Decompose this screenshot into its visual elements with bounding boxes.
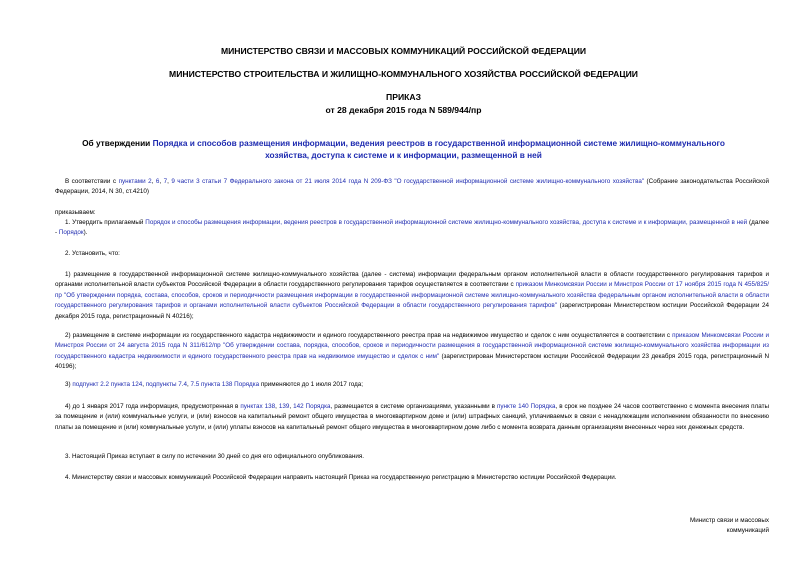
point-139-link[interactable]: 139 <box>278 403 290 410</box>
law-link-p2[interactable]: пунктами 2 <box>118 178 152 185</box>
separator: , <box>275 403 279 410</box>
order-455-link[interactable]: приказом Минкомсвязи России и Минстроя России от 17 ноября 2015 года N 455/825/пр "Об утверждении порядка, состава, способов, сроков и периодичности размещения информации в государственной информационной системе жилищно-коммунального хозяйства федеральным органом исполнительной власти в области государственного регулирования тарифов и органами исполнительной власти субъектов Российской Федерации в области государственного регулирования тарифов" <box>55 281 769 310</box>
subitem-4-text: , в срок не позднее 24 часов соответственно с момента внесения платы за помещение и (или) коммунальные услуги, и (или) взносов на капитальный ремонт общего имущества в многоквартирном доме и (или) штрафных санкций, уплачиваемых в связи с ненадлежащим исполнением обязанности по внесению платы за помещение и (или) коммунальные услуги, и (или) уплаты взносов на капитальный ремонт общего имущества в многоквартирном доме либо с момента возврата данным организациям внесенных через них денежных средств. <box>55 403 770 431</box>
ministry-title-2: МИНИСТЕРСТВО СТРОИТЕЛЬСТВА И ЖИЛИЩНО-КОММУНАЛЬНОГО ХОЗЯЙСТВА РОССИЙСКОЙ ФЕДЕРАЦИИ <box>169 69 638 79</box>
subitem-3-text: 3) <box>65 381 73 388</box>
order-311-link[interactable]: приказом Минкомсвязи России и Минстроя России от 24 августа 2015 года N 311/612/пр "Об утверждении состава, порядка, способов, сроков и периодичности размещения в государственной информационной системе жилищно-коммунального хозяйства информации из государственного кадастра недвижимости и единого государственного реестра прав на недвижимое имущество и сделок с ним" <box>55 332 770 360</box>
document-type: ПРИКАЗ <box>386 92 421 102</box>
signature-block <box>640 516 769 537</box>
subitem-4-paragraph <box>55 402 769 433</box>
subitem-2-registration: (зарегистрирован Министерством юстиции Российской Федерации 23 декабря 2015 года, регистрационный N 40196); <box>55 352 769 371</box>
title-prefix: Об утверждении <box>82 138 153 148</box>
subitem-3-paragraph <box>55 380 769 390</box>
prikazyvaem-text: приказываем: <box>55 209 96 216</box>
signature-line-2: коммуникаций <box>726 527 769 535</box>
separator: , <box>167 178 172 185</box>
separator: , <box>186 381 191 388</box>
procedure-link[interactable]: Порядок и способы размещения информации, ведения реестров в государственной информационной системе жилищно-коммунального хозяйства, доступа к системе и к информации, размещенной в ней <box>145 219 748 226</box>
signature-line-1: Министр связи и массовых <box>689 517 769 524</box>
subitem-1-paragraph <box>55 270 769 322</box>
separator: , <box>289 403 294 410</box>
item-1-text: (далее - <box>55 219 769 237</box>
separator: , <box>159 178 164 185</box>
point-142-link[interactable]: 142 Порядка <box>293 403 331 410</box>
subitem-2-text: 2) размещение в системе информации из государственного кадастра недвижимости и единого государственного реестра прав на недвижимое имущество и сделок с ним осуществляется в соответствии с <box>65 332 673 339</box>
ministry-title-1: МИНИСТЕРСТВО СВЯЗИ И МАССОВЫХ КОММУНИКАЦИЙ РОССИЙСКОЙ ФЕДЕРАЦИИ <box>220 46 587 56</box>
law-link-p6[interactable]: 6 <box>155 178 160 185</box>
subpoint-7-5-link[interactable]: 7.5 пункта 138 Порядка <box>190 381 260 388</box>
separator: , <box>142 381 146 388</box>
procedure-short-link[interactable]: Порядок <box>58 229 84 237</box>
point-140-link[interactable]: пункте 140 Порядка <box>496 403 556 410</box>
item-2-paragraph: 2. Установить, что: <box>65 250 120 257</box>
subitem-4-text: 4) до 1 января 2017 года информация, предусмотренная в <box>65 403 241 410</box>
subitem-1-registration: (зарегистрирован Министерством юстиции Российской Федерации 24 декабря 2015 года, регистрационный N 40216); <box>55 302 769 320</box>
subitem-4-text: , размещается в системе организациями, указанными в <box>330 403 497 410</box>
separator: , <box>151 178 156 185</box>
item-1-paragraph <box>55 218 769 239</box>
document-date: от 28 декабря 2015 года N 589/944/пр <box>325 105 482 115</box>
law-link-p7[interactable]: 7 <box>163 178 168 185</box>
document-title <box>80 137 727 161</box>
subitem-1-text: 1) размещение в государственной информационной системе жилищно-коммунального хозяйства (далее - система) информации федеральным органом исполнительной власти в области государственного регулирования тарифов и органами исполнительной власти субъектов Российской Федерации в области государственного регулирования тарифов осуществляется в соответствии с <box>55 271 769 289</box>
preamble-text: В соответствии с <box>65 178 119 185</box>
point-138-link[interactable]: пунктах 138 <box>240 403 276 410</box>
subitem-2-paragraph <box>55 331 769 373</box>
item-3-paragraph: 3. Настоящий Приказ вступает в силу по истечении 30 дней со дня его официального опубликования. <box>65 453 365 460</box>
item-4-paragraph: 4. Министерству связи и массовых коммуникаций Российской Федерации направить настоящий Приказ на государственную регистрацию в Министерство юстиции Российской Федерации. <box>65 474 617 481</box>
subpoint-7-4-link[interactable]: подпункты 7.4 <box>145 381 187 388</box>
law-link-p9[interactable]: 9 части 3 статьи 7 Федерального закона от 21 июля 2014 года N 209-ФЗ "О государственной информационной системе жилищно-коммунального хозяйства" <box>171 178 645 185</box>
title-link[interactable]: Порядка и способов размещения информации, ведения реестров в государственной информационной системе жилищно-коммунального хозяйства, доступа к системе и к информации, размещенной в ней <box>152 138 725 160</box>
item-1-text: ). <box>83 229 88 237</box>
subpoint-2-2-link[interactable]: подпункт 2.2 пункта 124 <box>72 381 143 388</box>
item-1-text: 1. Утвердить прилагаемый <box>65 219 146 226</box>
preamble-source: (Собрание законодательства Российской Федерации, 2014, N 30, ст.4210) <box>55 178 769 196</box>
preamble-paragraph <box>55 177 769 198</box>
subitem-3-text: применяются до 1 июля 2017 года; <box>259 381 364 388</box>
